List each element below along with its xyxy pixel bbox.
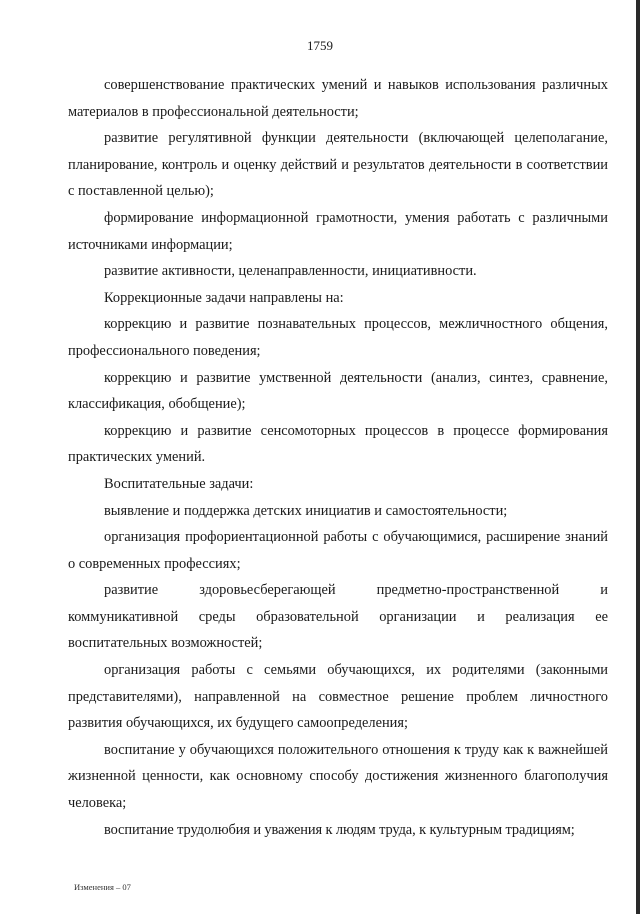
paragraph: развитие здоровьесберегающей предметно-пространственной и коммуникативной среды образовательной организации и реализация ее воспитательных возможностей; [68,582,608,652]
paragraph: Коррекционные задачи направлены на: [104,289,344,306]
paragraph: воспитание у обучающихся положительного отношения к труду как к важнейшей жизненной ценности, как основному способу достижения жизненного благополучия человека; [68,741,608,812]
footer-note: Изменения – 07 [74,882,131,892]
paragraph: формирование информационной грамотности, умения работать с различными источниками информации; [68,209,608,253]
paragraph: развитие регулятивной функции деятельности (включающей целеполагание, планирование, контроль и оценку действий и результатов деятельности в соответствии с поставленной целью); [68,130,608,200]
page-number: 1759 [307,38,333,53]
paragraph: коррекцию и развитие познавательных процессов, межличностного общения, профессионального поведения; [68,316,608,359]
paragraph: организация профориентационной работы с обучающимися, расширение знаний о современных профессиях; [68,529,608,572]
paragraph: коррекцию и развитие умственной деятельности (анализ, синтез, сравнение, классификация, обобщение); [68,369,608,413]
paragraph: воспитание трудолюбия и уважения к людям труда, к культурным традициям; [104,821,575,838]
scan-edge [636,0,640,914]
paragraph: организация работы с семьями обучающихся, их родителями (законными представителями), направленной на совместное решение проблем личностного развития обучающихся, их будущего самоопределения; [68,662,608,732]
body-text [68,72,608,843]
paragraph: совершенствование практических умений и навыков использования различных материалов в профессиональной деятельности; [68,77,608,120]
paragraph: развитие активности, целенаправленности, инициативности. [104,263,477,280]
paragraph: коррекцию и развитие сенсомоторных процессов в процессе формирования практических умений. [68,422,608,466]
paragraph: Воспитательные задачи: [104,475,254,492]
paragraph: выявление и поддержка детских инициатив и самостоятельности; [104,502,508,519]
